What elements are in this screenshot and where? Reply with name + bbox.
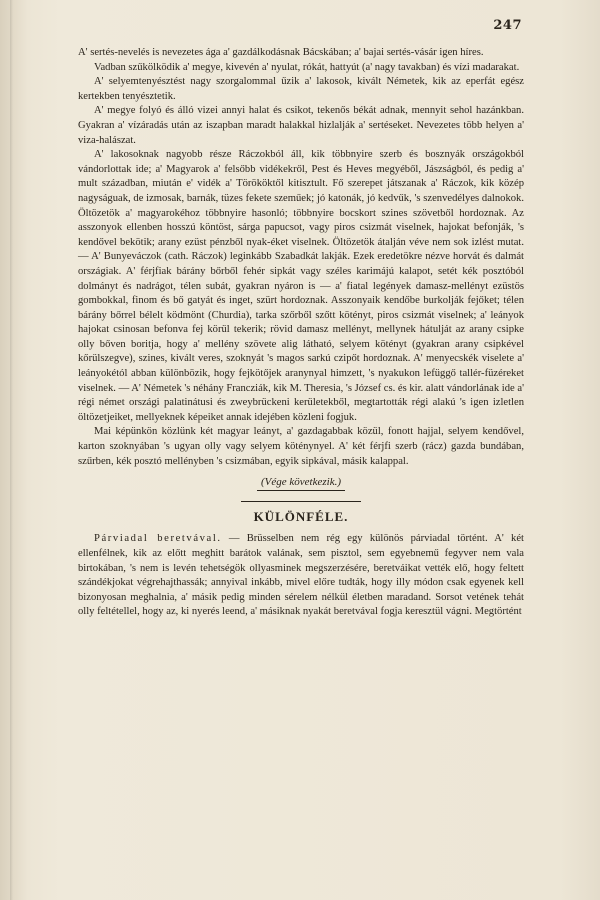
- paragraph-duel: [78, 532, 524, 620]
- to-be-continued-text: (Vége következik.): [257, 475, 345, 491]
- page-fold-shadow: [10, 0, 13, 900]
- paragraph-inhabitants: A' lakosoknak nagyobb része Ráczokból áll, kik többnyire szerb és bosznyák országokból vándorlottak ide; a' Magyarok a' felsőbb vidékekről, Pest és Heves megyéből, Jászságból, és pedig a' mult században, miután e' vidék a' Törököktől kitisztult. Fő szerepet játszanak a' Ráczok, kik közép nagyságuak, de izmosak, barnák, tüzes fekete szeműek; jó katonák, jó kedvűk, 's szenvedélyes dalnokok. Öltözetök a' magyarokéhoz többnyire hasonló; többnyire bocskort szines szövetből hordoznak. Az asszonyok ellenben hosszú köntöst, sárga papucsot, vagy piros csizmát viselnek, hajokat befonják, 's kendővel bekötik; arany ezüst pénzből nyak-éket viselnek. Öltözetök átalján véve nem sok izlést mutat. — A' Bunyeváczok (cath. Ráczok) leginkább Szabadkát lakják. Ezek eredetökre nézve horvát és dalmát országiak. A' férjfiak bárány bőrből fehér sipkát vagy széles karimájú kalapot, setét kék posztóból dolmányt és nadrágot, télen subát, gyakran nyáron is — a' fiatal legények damasz-mellényt ezüstös gombokkal, finom és bő gatyát és inget, szürt hordoznak. Asszonyaik kendőbe burkolják fejőket; télen bárány bőrrel bélelt ködmönt (Churdia), tarka szőrből szőtt kötényt, piros csizmát viselnek; a' leányok hajokat csinosan befonva fej körül tekerik; rövid damasz mellényt, mellynek hátulját az arany csipke olly bőven boritja, hogy a' mellény szövete alig látható, selyem kötényt (gyakran arany csipkével kőrülszegve), szines, kivált veres, szoknyát 's magos sarkú czipőt hordoznak. A' menyecskék viselete a' leányokétól abban különbözik, hogy fejkötőjek aranynyal himzett, 's nyakukon lefüggő tallér-füzéreket viselnek. — A' Németek 's néhány Francziák, kik M. Theresia, 's József cs. és kir. alatt vándorlának ide a' régi német országi palatinátusi és zweybrückeni kerületekből, megtartották régi alakú 's igen izletlen öltözetjeiket, mellyeknek képeiket annak idejében közleni fogjuk.: [78, 149, 524, 423]
- paragraph-picture: Mai képünkön közlünk két magyar leányt, a' gazdagabbak közül, fonott hajjal, selyem kendővel, karton szoknyában 's ugyan olly vagy selyem köténynyel. A' két férjfi szerb (rácz) gazda bundában, szűrben, kék posztó mellényben 's csizmában, egyik sipkával, másik kalappal.: [78, 426, 524, 467]
- section-divider: [241, 501, 361, 502]
- page-number: 247: [493, 18, 522, 33]
- duel-lead: Párviadal beretvával.: [94, 533, 222, 545]
- section-title: KÜLÖNFÉLE.: [253, 508, 349, 524]
- paragraph-pig-breeding: A' sertés-nevelés is nevezetes ága a' gazdálkodásnak Bácskában; a' bajai sertés-vásár igen híres.: [78, 47, 484, 58]
- paragraph-silk: A' selyemtenyésztést nagy szorgalommal űzik a' lakosok, kivált Németek, kik az eperfát egész kertekben tenyésztetik.: [78, 76, 524, 102]
- duel-text: — Brüsselben nem rég egy különös párviadal történt. A' két ellenfélnek, kik az előtt meghitt barátok valának, sem pisztol, sem egyebnemű fegyver nem vala birtokában, 's nem is levén tehetségök ollyasminek megszerzésére, beretváikat vették elő, hogy feltett szándékjokat végrehajthassák; annyival inkább, mivel előre tudták, hogy illy módon csak egyenek kell bizonyosan meghalnia, a' másik pedig minden sérelem nélkül életben maradand. Sorsot vetének tehát olly feltétellel, hogy az, ki nyerés leend, a' másiknak nyakát beretvával fogja keresztül vágni. Megtörtént: [78, 533, 525, 618]
- paragraph-waters: A' megye folyó és álló vizei annyi halat és csikot, tekenős békát adnak, mennyit sehol hazánkban. Gyakran a' vízáradás után az iszapban maradt halakkal hizlalják a' sertéseket. Nevezetes több helyen a' viza-halászat.: [78, 105, 524, 146]
- paragraph-game: Vadban szűkölködik a' megye, kivevén a' nyulat, rókát, hattyút (a' nagy tavakban) és vízi madarakat.: [94, 61, 520, 73]
- to-be-continued: [78, 475, 524, 491]
- page-body: [78, 46, 524, 620]
